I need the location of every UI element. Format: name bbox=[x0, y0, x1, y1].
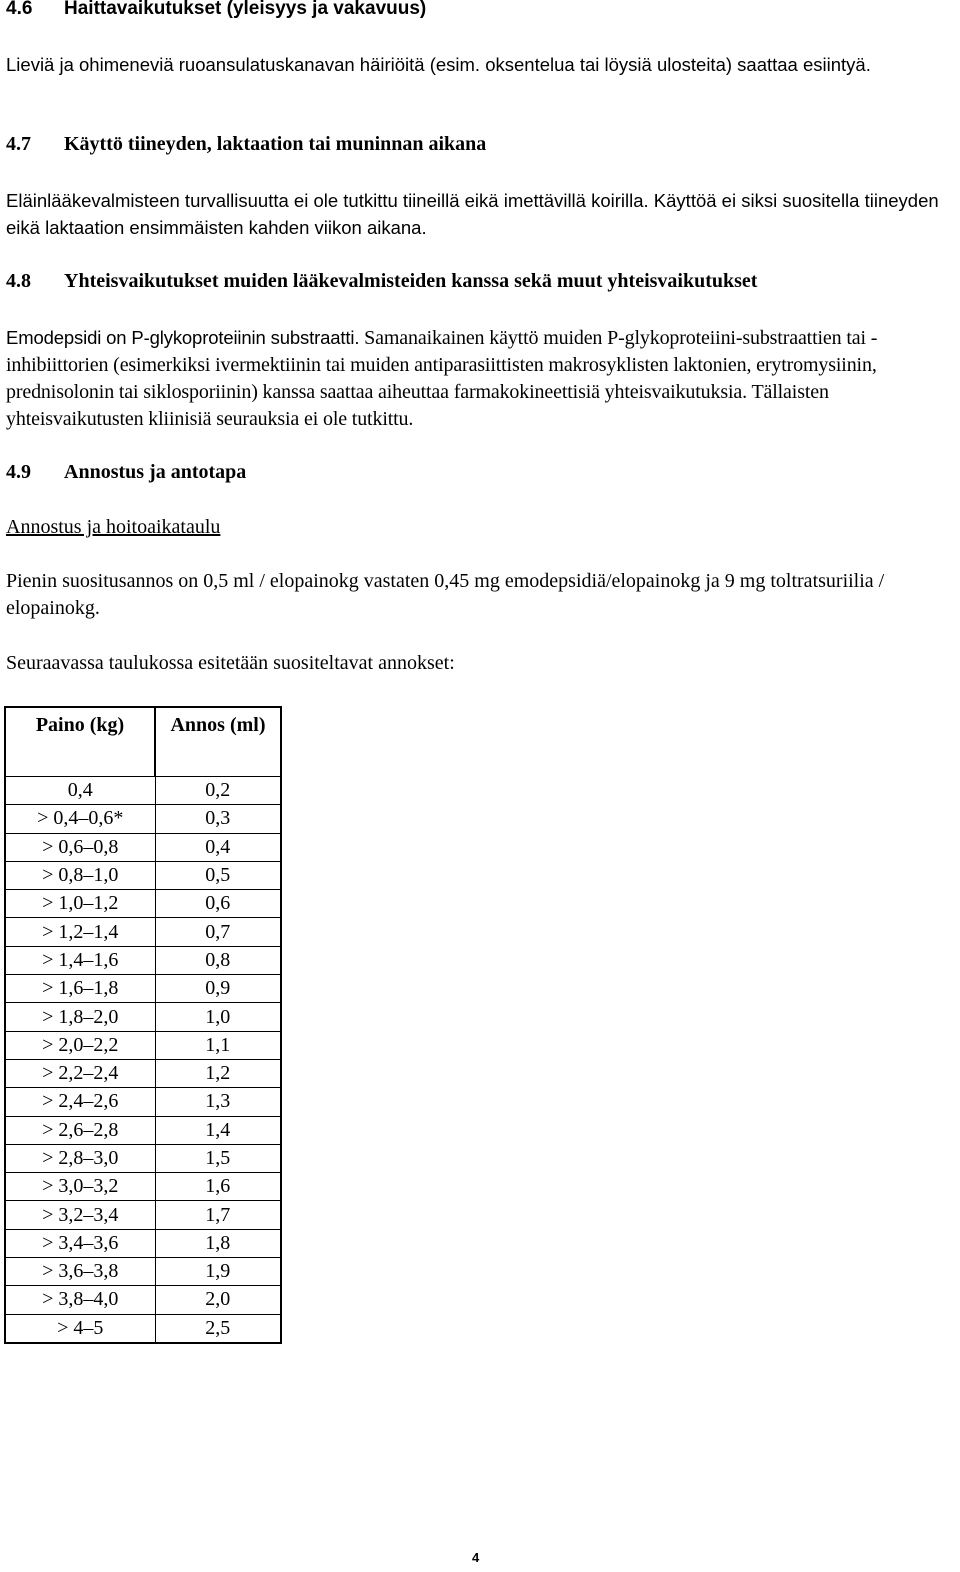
table-intro: Seuraavassa taulukossa esitetään suositeltavat annokset: bbox=[6, 652, 455, 674]
weight-cell: > 2,4–2,6 bbox=[5, 1088, 155, 1116]
table-row bbox=[5, 777, 281, 805]
table-row bbox=[5, 861, 281, 889]
section-heading-4-8 bbox=[6, 270, 757, 293]
table-row bbox=[5, 1031, 281, 1059]
dose-table bbox=[4, 706, 282, 1344]
section-title: Yhteisvaikutukset muiden lääkevalmisteiden kanssa sekä muut yhteisvaikutukset bbox=[64, 270, 758, 292]
weight-cell: > 0,8–1,0 bbox=[5, 861, 155, 889]
header-dose bbox=[155, 707, 281, 777]
table-row bbox=[5, 890, 281, 918]
table-row bbox=[5, 1258, 281, 1286]
table-row bbox=[5, 833, 281, 861]
section-body-4-6: Lieviä ja ohimeneviä ruoansulatuskanavan häiriöitä (esim. oksentelua tai löysiä ulosteita) saattaa esiintyä. bbox=[6, 54, 871, 75]
section-body-4-8 bbox=[6, 324, 956, 433]
dose-cell: 1,8 bbox=[155, 1229, 281, 1257]
dose-cell: 0,4 bbox=[155, 833, 281, 861]
section-title: Haittavaikutukset (yleisyys ja vakavuus) bbox=[64, 0, 427, 19]
weight-cell: > 2,0–2,2 bbox=[5, 1031, 155, 1059]
section-number: 4.9 bbox=[6, 461, 31, 483]
section-title: Käyttö tiineyden, laktaation tai muninnan aikana bbox=[64, 133, 487, 155]
section-heading-4-9 bbox=[6, 461, 246, 484]
weight-cell: > 3,0–3,2 bbox=[5, 1173, 155, 1201]
dose-cell: 0,5 bbox=[155, 861, 281, 889]
page-number: 4 bbox=[472, 1550, 480, 1565]
section-body-4-7: Eläinlääkevalmisteen turvallisuutta ei ole tutkittu tiineillä eikä imettävillä koirilla. Käyttöä ei siksi suositella tiineyden eikä laktaation ensimmäisten kahden viikon aikana. bbox=[6, 190, 939, 238]
weight-cell: > 0,6–0,8 bbox=[5, 833, 155, 861]
weight-cell: > 1,4–1,6 bbox=[5, 946, 155, 974]
dose-cell: 1,4 bbox=[155, 1116, 281, 1144]
table-row bbox=[5, 1088, 281, 1116]
weight-cell: > 4–5 bbox=[5, 1314, 155, 1343]
dose-cell: 1,5 bbox=[155, 1144, 281, 1172]
dose-cell: 1,7 bbox=[155, 1201, 281, 1229]
section-number: 4.6 bbox=[6, 0, 33, 19]
dose-cell: 2,5 bbox=[155, 1314, 281, 1343]
header-weight: Paino (kg) bbox=[5, 707, 155, 777]
table-row bbox=[5, 1144, 281, 1172]
weight-cell: > 1,8–2,0 bbox=[5, 1003, 155, 1031]
table-row bbox=[5, 1116, 281, 1144]
dose-cell: 1,0 bbox=[155, 1003, 281, 1031]
table-row bbox=[5, 975, 281, 1003]
dose-cell: 1,9 bbox=[155, 1258, 281, 1286]
dose-cell: 0,7 bbox=[155, 918, 281, 946]
section-title: Annostus ja antotapa bbox=[64, 461, 247, 483]
dosage-text: Pienin suositusannos on 0,5 ml / elopainokg vastaten 0,45 mg emodepsidiä/elopainokg ja 9 mg toltratsuriilia / elopainokg. bbox=[6, 570, 885, 619]
dose-cell: 2,0 bbox=[155, 1286, 281, 1314]
weight-cell: > 1,0–1,2 bbox=[5, 890, 155, 918]
section-heading-4-7 bbox=[6, 133, 486, 156]
table-row bbox=[5, 918, 281, 946]
section-number: 4.7 bbox=[6, 133, 31, 155]
table-row bbox=[5, 946, 281, 974]
weight-cell: > 2,6–2,8 bbox=[5, 1116, 155, 1144]
table-row bbox=[5, 1059, 281, 1087]
weight-cell: > 0,4–0,6* bbox=[5, 805, 155, 833]
weight-cell: > 2,8–3,0 bbox=[5, 1144, 155, 1172]
weight-cell: > 3,4–3,6 bbox=[5, 1229, 155, 1257]
dose-cell: 1,3 bbox=[155, 1088, 281, 1116]
table-row bbox=[5, 805, 281, 833]
section-number: 4.8 bbox=[6, 270, 31, 292]
section-heading-4-6 bbox=[6, 0, 426, 20]
dose-cell: 0,9 bbox=[155, 975, 281, 1003]
weight-cell: > 3,6–3,8 bbox=[5, 1258, 155, 1286]
table-row bbox=[5, 1286, 281, 1314]
interaction-sentence-1: Emodepsidi on P-glykoproteiinin substraatti. bbox=[6, 327, 360, 348]
dose-cell: 0,6 bbox=[155, 890, 281, 918]
weight-cell: > 3,8–4,0 bbox=[5, 1286, 155, 1314]
dose-cell: 0,8 bbox=[155, 946, 281, 974]
interaction-sentence-2: Samanaikainen käyttö muiden P-glykoproteiini-substraattien tai -inhibiittorien (esimerkiksi ivermektiinin tai muiden antiparasiittisten makrosyklisten laktonien, erytromysiinin, prednisolonin tai siklosporiinin) kanssa saattaa aiheuttaa farmakokineettisiä yhteisvaikutuksia. Tällaisten yhteisvaikutusten kliinisiä seurauksia ei ole tutkittu. bbox=[6, 327, 878, 430]
header-dose-label: Annos (ml) bbox=[170, 714, 266, 736]
table-row bbox=[5, 1003, 281, 1031]
dose-cell: 1,1 bbox=[155, 1031, 281, 1059]
table-row bbox=[5, 1201, 281, 1229]
table-row bbox=[5, 1173, 281, 1201]
table-row bbox=[5, 1314, 281, 1343]
weight-cell: > 1,6–1,8 bbox=[5, 975, 155, 1003]
table-row bbox=[5, 1229, 281, 1257]
weight-cell: > 3,2–3,4 bbox=[5, 1201, 155, 1229]
weight-cell: > 2,2–2,4 bbox=[5, 1059, 155, 1087]
dose-cell: 0,3 bbox=[155, 805, 281, 833]
dose-table-body bbox=[5, 777, 281, 1343]
weight-cell: > 1,2–1,4 bbox=[5, 918, 155, 946]
dosage-subheading: Annostus ja hoitoaikataulu bbox=[6, 516, 221, 538]
dose-cell: 0,2 bbox=[155, 777, 281, 805]
dose-cell: 1,6 bbox=[155, 1173, 281, 1201]
table-header-row bbox=[5, 707, 281, 777]
weight-cell: 0,4 bbox=[5, 777, 155, 805]
dose-cell: 1,2 bbox=[155, 1059, 281, 1087]
